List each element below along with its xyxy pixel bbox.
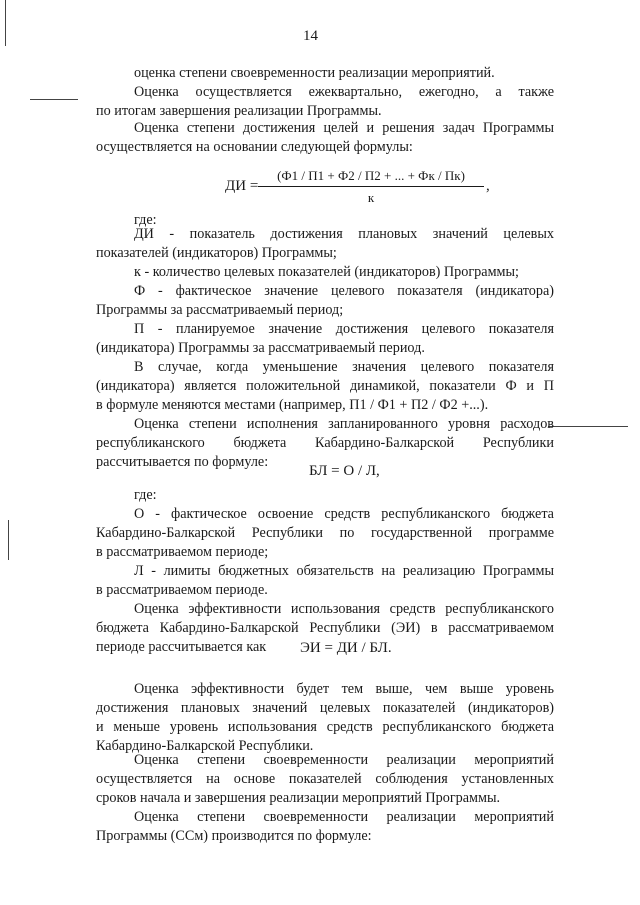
text-line: П - планируемое значение достижения целевого показателя [134,321,554,337]
text-line: где: [134,212,157,228]
text-line: ДИ - показатель достижения плановых значений целевых [134,226,554,242]
formula-ei: ЭИ = ДИ / БЛ. [300,640,392,656]
text-line: осуществляется на основании следующей формулы: [96,139,413,155]
paragraph [96,751,554,846]
text-line: осуществляется на основе показателей соблюдения установленных [96,771,554,787]
text-line: В случае, когда уменьшение значения целевого показателя [134,359,554,375]
text-line: в рассматриваемом периоде; [96,544,269,560]
text-line: сроков начала и завершения реализации мероприятий Программы. [96,790,501,806]
formula-di-numerator: (Ф1 / П1 + Ф2 / П2 + ... + Фк / Пк) [258,168,484,187]
paragraph [96,119,554,157]
text-line: Ф - фактическое значение целевого показателя (индикатора) [134,283,554,299]
text-line: (индикатора) является положительной динамикой, показатели Ф и П [96,378,554,394]
text-line: в рассматриваемом периоде. [96,582,268,598]
paragraph [96,680,554,756]
formula-di-lhs: ДИ = [225,178,259,194]
text-line: Л - лимиты бюджетных обязательств на реализацию Программы [134,563,554,579]
text-line: периоде рассчитывается как [96,639,267,655]
text-line: Оценка эффективности использования средств республиканского [134,601,554,617]
text-line: Оценка эффективности будет тем выше, чем выше уровень [134,681,554,697]
text-line: Оценка степени исполнения запланированного уровня расходов [134,416,554,432]
formula-bl: БЛ = О / Л, [309,463,380,479]
text-line: достижения плановых значений целевых показателей (индикаторов) [96,700,554,716]
text-line: к - количество целевых показателей (индикаторов) Программы; [134,264,520,280]
text-line: бюджета Кабардино-Балкарской Республики (ЭИ) в рассматриваемом [96,620,554,636]
margin-mark [5,0,6,46]
text-line: по итогам завершения реализации Программы. [96,103,382,119]
text-line: Оценка степени своевременности реализации мероприятий [134,809,554,825]
text-line: Оценка степени своевременности реализации мероприятий [134,752,554,768]
text-line: Программы (ССм) производится по формуле: [96,828,372,844]
text-line: Кабардино-Балкарской Республики. [96,738,314,754]
formula-di-comma: , [486,178,490,194]
paragraph [96,64,592,83]
text-line: О - фактическое освоение средств республиканского бюджета [134,506,554,522]
margin-mark [30,99,78,100]
text-line: где: [134,487,157,503]
page-number: 14 [303,28,318,44]
text-line: рассчитывается по формуле: [96,454,269,470]
margin-mark [548,426,628,427]
paragraph [96,83,554,121]
text-line: Оценка осуществляется ежеквартально, ежегодно, а также [134,84,554,100]
formula-di-fraction [258,168,484,206]
text-line: Программы за рассматриваемый период; [96,302,344,318]
text-line: Кабардино-Балкарской Республики по государственной программе [96,525,554,541]
text-line: республиканского бюджета Кабардино-Балкарской Республики [96,435,554,451]
formula-di-denominator: к [367,190,375,205]
margin-mark [8,520,9,560]
text-line: и меньше уровень использования средств республиканского бюджета [96,719,554,735]
text-line: оценка степени своевременности реализации мероприятий. [134,65,495,81]
text-line: (индикатора) Программы за рассматриваемый период. [96,340,425,356]
text-line: в формуле меняются местами (например, П1 / Ф1 + П2 / Ф2 +...). [96,397,489,413]
text-line: Оценка степени достижения целей и решения задач Программы [134,120,554,136]
paragraph [96,486,554,657]
text-line: показателей (индикаторов) Программы; [96,245,337,261]
paragraph [96,225,554,472]
